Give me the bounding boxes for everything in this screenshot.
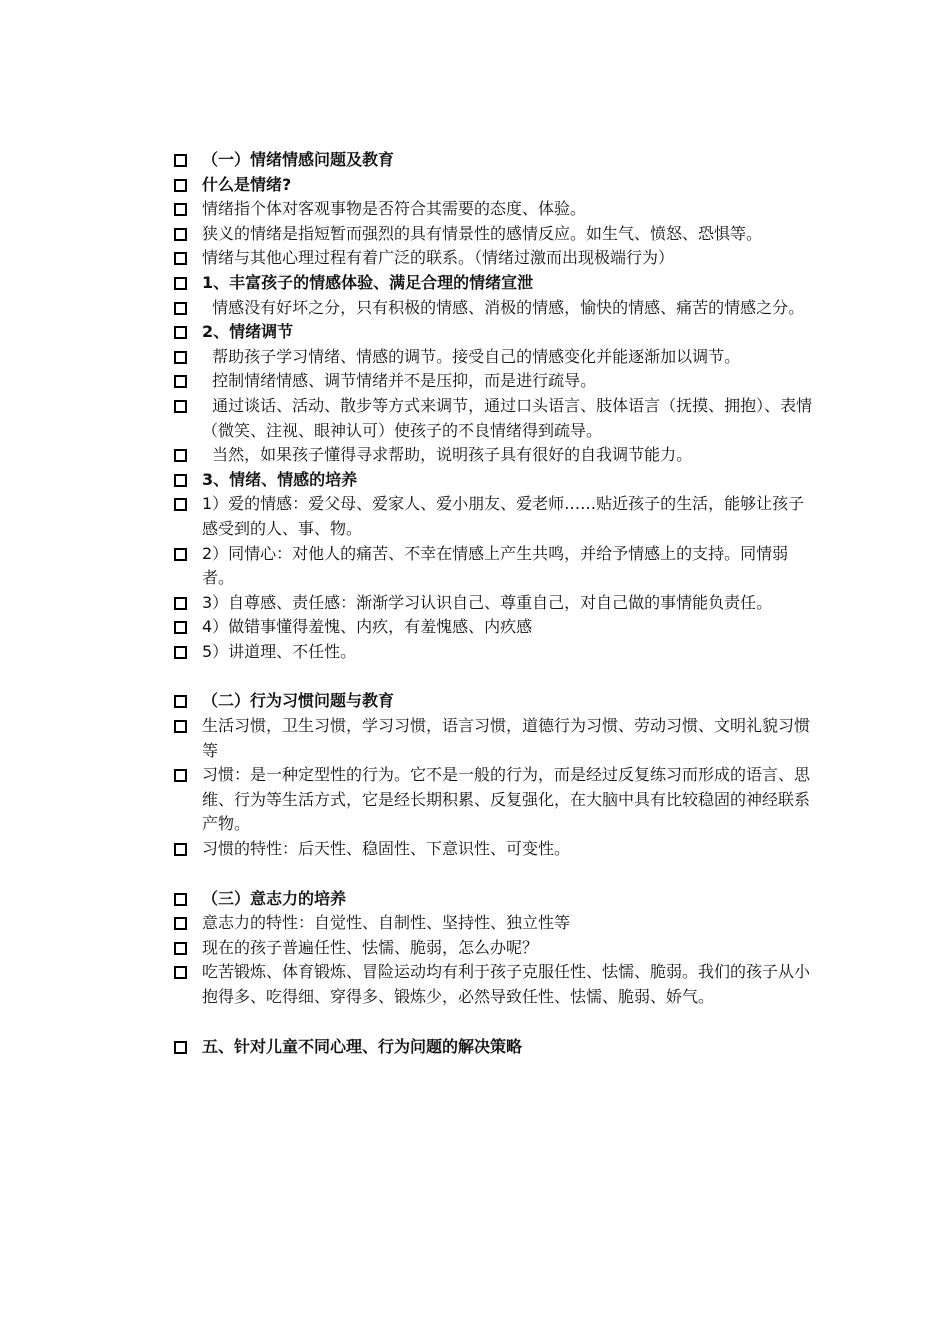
item-text: （二）行为习惯问题与教育 (202, 691, 395, 711)
heading-item (174, 271, 814, 296)
heading-item (174, 148, 814, 173)
heading-item (174, 320, 814, 345)
checkbox-bullet-icon (174, 893, 187, 906)
checkbox-bullet-icon (174, 769, 187, 782)
checkbox-bullet-icon (174, 277, 187, 290)
heading-item (174, 468, 814, 493)
list-item (174, 296, 814, 321)
list-item (174, 763, 814, 837)
checkbox-bullet-icon (174, 228, 187, 241)
section-spacer (174, 862, 814, 887)
item-text: （一）情绪情感问题及教育 (202, 150, 395, 169)
item-text: 1、丰富孩子的情感体验、满足合理的情绪宣泄 (202, 272, 534, 292)
checkbox-bullet-icon (174, 474, 187, 487)
item-text: 什么是情绪? (202, 174, 292, 194)
item-text: 习惯：是一种定型性的行为。它不是一般的行为，而是经过反复练习而形成的语言、思维、行为等生活方式，它是经长期积累、反复强化，在大脑中具有比较稳固的神经联系产物。 (202, 765, 811, 834)
item-text: 生活习惯，卫生习惯，学习习惯，语言习惯，道德行为习惯、劳动习惯、文明礼貌习惯等 (202, 716, 811, 760)
checkbox-bullet-icon (174, 351, 187, 364)
item-text: 2、情绪调节 (202, 322, 294, 342)
list-item (174, 197, 814, 222)
checkbox-bullet-icon (174, 843, 187, 856)
list-item (174, 369, 814, 394)
list-item (174, 960, 814, 1009)
item-text: 意志力的特性：自觉性、自制性、坚持性、独立性等 (202, 913, 571, 933)
item-text: （三）意志力的培养 (202, 888, 347, 908)
item-text: 情感没有好坏之分，只有积极的情感、消极的情感，愉快的情感、痛苦的情感之分。 (202, 297, 805, 317)
list-item (174, 443, 814, 468)
list-item (174, 492, 814, 541)
item-text: 帮助孩子学习情绪、情感的调节。接受自己的情感变化并能逐渐加以调节。 (202, 346, 741, 366)
checkbox-bullet-icon (174, 917, 187, 930)
heading-item (174, 689, 814, 714)
checkbox-bullet-icon (174, 1041, 187, 1054)
item-text: 通过谈话、活动、散步等方式来调节，通过口头语言、肢体语言（抚摸、拥抱）、表情（微笑、注视、眼神认可）使孩子的不良情绪得到疏导。 (202, 395, 813, 440)
checkbox-bullet-icon (174, 326, 187, 339)
item-text: 5）讲道理、不任性。 (202, 641, 357, 661)
section-spacer (174, 664, 814, 689)
list-item (174, 542, 814, 591)
checkbox-bullet-icon (174, 597, 187, 610)
item-text: 狭义的情绪是指短暂而强烈的具有情景性的感情反应。如生气、愤怒、恐惧等。 (202, 223, 763, 243)
checkbox-bullet-icon (174, 179, 187, 192)
checkbox-bullet-icon (174, 966, 187, 979)
checkbox-bullet-icon (174, 252, 187, 265)
heading-item (174, 1035, 814, 1060)
checkbox-bullet-icon (174, 548, 187, 561)
checkbox-bullet-icon (174, 498, 187, 511)
item-text: 习惯的特性：后天性、稳固性、下意识性、可变性。 (202, 839, 571, 859)
checkbox-bullet-icon (174, 942, 187, 955)
list-item (174, 615, 814, 640)
item-text: 情绪与其他心理过程有着广泛的联系。（情绪过激而出现极端行为） (202, 248, 675, 268)
checkbox-bullet-icon (174, 375, 187, 388)
list-item (174, 246, 814, 271)
item-text: 吃苦锻炼、体育锻炼、冒险运动均有利于孩子克服任性、怯懦、脆弱。我们的孩子从小抱得多、吃得细、穿得多、锻炼少，必然导致任性、怯懦、脆弱、娇气。 (202, 962, 811, 1006)
item-text: 1）爱的情感：爱父母、爱家人、爱小朋友、爱老师……贴近孩子的生活，能够让孩子感受到的人、事、物。 (202, 494, 805, 538)
item-text: 现在的孩子普遍任性、怯懦、脆弱，怎么办呢？ (202, 937, 539, 957)
list-item (174, 837, 814, 862)
checkbox-bullet-icon (174, 621, 187, 634)
item-text: 2）同情心：对他人的痛苦、不幸在情感上产生共鸣，并给予情感上的支持。同情弱者。 (202, 543, 789, 588)
checkbox-bullet-icon (174, 646, 187, 659)
checkbox-bullet-icon (174, 720, 187, 733)
checkbox-bullet-icon (174, 154, 187, 167)
document-page (174, 148, 814, 1059)
checkbox-bullet-icon (174, 400, 187, 413)
list-item (174, 640, 814, 665)
item-text: 情绪指个体对客观事物是否符合其需要的态度、体验。 (202, 199, 587, 219)
list-item (174, 345, 814, 370)
list-item (174, 222, 814, 247)
list-item (174, 394, 814, 443)
list-item (174, 591, 814, 616)
heading-item (174, 887, 814, 912)
list-item (174, 714, 814, 763)
checkbox-bullet-icon (174, 302, 187, 315)
item-text: 五、针对儿童不同心理、行为问题的解决策略 (202, 1036, 523, 1056)
item-text: 4）做错事懂得羞愧、内疚，有羞愧感、内疚感 (202, 617, 533, 637)
heading-item (174, 173, 814, 198)
item-text: 3、情绪、情感的培养 (202, 469, 358, 489)
checkbox-bullet-icon (174, 695, 187, 708)
section-spacer (174, 1010, 814, 1035)
item-text: 控制情绪情感、调节情绪并不是压抑，而是进行疏导。 (202, 371, 597, 391)
checkbox-bullet-icon (174, 449, 187, 462)
list-item (174, 911, 814, 936)
list-item (174, 936, 814, 961)
checkbox-bullet-icon (174, 203, 187, 216)
item-text: 3）自尊感、责任感：渐渐学习认识自己、尊重自己，对自己做的事情能负责任。 (202, 592, 773, 612)
item-text: 当然，如果孩子懂得寻求帮助，说明孩子具有很好的自我调节能力。 (202, 445, 693, 465)
